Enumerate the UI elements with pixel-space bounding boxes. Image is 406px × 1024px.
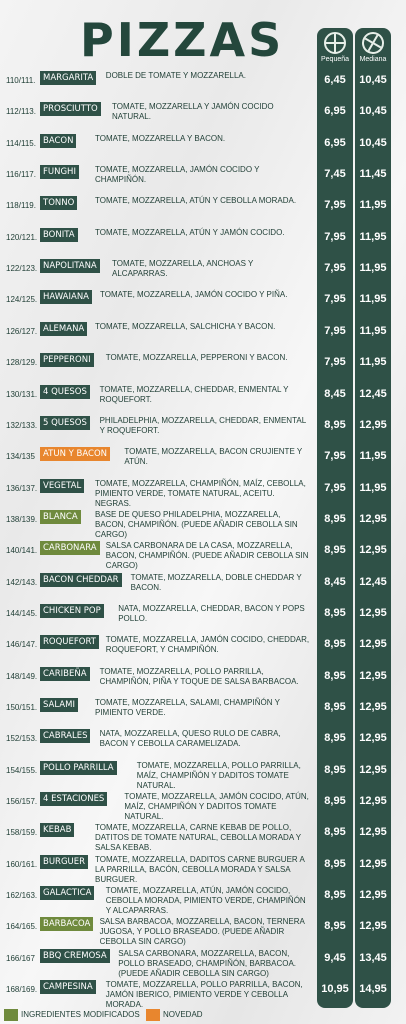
item-name: BLANCA — [40, 510, 81, 524]
menu-item — [0, 760, 406, 791]
item-description: TOMATE, MOZZARELLA, BACON CRUJIENTE Y ATÚN. — [124, 447, 303, 467]
medium-size-label: Mediana — [359, 56, 387, 63]
price-medium: 13,45 — [359, 951, 387, 964]
item-code: 138/139. — [6, 514, 38, 524]
item-name: ROQUEFORT — [40, 635, 99, 649]
menu-item — [0, 446, 406, 477]
price-medium: 11,95 — [359, 450, 387, 463]
item-code: 142/143. — [6, 577, 38, 587]
price-medium: 12,45 — [359, 387, 387, 400]
item-description: TOMATE, MOZZARELLA, JAMÓN COCIDO, CHEDDAR, ROQUEFORT, Y CHAMPIÑÓN. — [105, 635, 310, 655]
item-code: 168/169. — [6, 985, 38, 995]
price-small: 8,95 — [324, 732, 346, 745]
price-medium: 12,95 — [359, 638, 387, 651]
item-description: TOMATE, MOZZARELLA, POLLO PARRILLA, CHAMPIÑÓN, PIÑA Y TOQUE DE SALSA BARBACOA. — [99, 666, 299, 686]
price-small: 8,45 — [324, 387, 346, 400]
item-name: TONNO — [40, 196, 77, 210]
item-code: 120/121. — [6, 232, 38, 242]
item-code: 146/147. — [6, 640, 38, 650]
item-description: TOMATE, MOZZARELLA, ATÚN Y JAMÓN COCIDO. — [95, 227, 285, 237]
menu-item — [0, 258, 406, 289]
price-small: 6,95 — [324, 136, 346, 149]
item-code: 158/159. — [6, 828, 38, 838]
item-code: 148/149. — [6, 671, 38, 681]
item-description: TOMATE, MOZZARELLA, POLLO PARRILLA, BACON, JAMÓN IBERICO, PIMIENTO VERDE Y CEBOLLA MORADA. — [105, 980, 303, 1010]
price-medium: 12,95 — [359, 512, 387, 525]
price-medium: 12,95 — [359, 889, 387, 902]
item-description: TOMATE, MOZZARELLA, PEPPERONI Y BACON. — [105, 353, 288, 363]
item-name: 4 QUESOS — [40, 385, 90, 399]
item-code: 136/137. — [6, 483, 38, 493]
modified-swatch — [4, 1009, 18, 1021]
price-small: 7,95 — [324, 324, 346, 337]
item-name: NAPOLITANA — [40, 259, 100, 273]
menu-item — [0, 634, 406, 665]
item-code: 160/161. — [6, 859, 38, 869]
item-code: 124/125. — [6, 295, 38, 305]
item-description: DOBLE DE TOMATE Y MOZZARELLA. — [105, 71, 246, 80]
item-name: 5 QUESOS — [40, 416, 90, 430]
item-name: FUNGHI — [40, 165, 79, 179]
price-medium: 12,95 — [359, 857, 387, 870]
price-small: 7,95 — [324, 293, 346, 306]
price-medium: 11,95 — [359, 262, 387, 275]
item-description: NATA, MOZZARELLA, QUESO RULO DE CABRA, BACON Y CEBOLLA CARAMELIZADA. — [99, 729, 281, 749]
menu-item — [0, 979, 406, 1010]
menu-item — [0, 728, 406, 759]
item-name: VEGETAL — [40, 479, 84, 493]
item-name: CARIBEÑA — [40, 667, 90, 681]
price-medium: 10,45 — [359, 136, 387, 149]
medium-size-header — [353, 32, 393, 63]
price-small: 7,95 — [324, 356, 346, 369]
legend-modified — [4, 1008, 140, 1022]
price-medium: 12,95 — [359, 826, 387, 839]
item-name: BARBACOA — [40, 917, 93, 931]
item-code: 110/111. — [6, 76, 36, 85]
item-description: SALSA CARBONARA DE LA CASA, MOZZARELLA, BACON, CHAMPIÑÓN. (PUEDE AÑADIR CEBOLLA SIN CARGO) — [105, 541, 309, 571]
price-small: 7,45 — [324, 168, 346, 181]
legend-modified-label: INGREDIENTES MODIFICADOS — [21, 1010, 140, 1019]
price-small: 8,95 — [324, 669, 346, 682]
price-medium: 12,95 — [359, 795, 387, 808]
price-medium: 12,95 — [359, 701, 387, 713]
price-small: 8,95 — [324, 920, 346, 933]
price-small: 6,95 — [324, 105, 346, 118]
menu-item — [0, 885, 406, 916]
menu-item — [0, 70, 406, 101]
price-small: 10,95 — [321, 983, 349, 996]
menu-item — [0, 948, 406, 979]
price-small: 8,95 — [324, 544, 346, 557]
item-description: NATA, MOZZARELLA, CHEDDAR, BACON Y POPS POLLO. — [118, 603, 305, 623]
item-name: ATUN Y BACON — [40, 447, 110, 461]
item-code: 128/129. — [6, 358, 38, 368]
price-medium: 11,95 — [359, 293, 387, 306]
item-description: TOMATE, MOZZARELLA, ATÚN, JAMÓN COCIDO, CEBOLLA MORADA, PIMIENTO VERDE, CHAMPIÑÓN Y ALCAPARRAS. — [105, 886, 306, 916]
item-code: 164/165. — [6, 922, 38, 932]
item-name: BACON CHEDDAR — [40, 573, 122, 587]
item-name: PROSCIUTTO — [40, 102, 101, 116]
item-code: 144/145. — [6, 608, 38, 618]
price-medium: 12,95 — [359, 606, 387, 619]
pizza-small-icon — [324, 32, 346, 54]
price-medium: 11,95 — [359, 199, 387, 212]
item-name: BONITA — [40, 228, 78, 242]
item-code: 154/155. — [6, 765, 38, 775]
item-description: PHILADELPHIA, MOZZARELLA, CHEDDAR, ENMENTAL Y ROQUEFORT. — [99, 415, 306, 435]
item-description: TOMATE, MOZZARELLA Y BACON. — [95, 133, 226, 143]
item-description: TOMATE, MOZZARELLA, JAMÓN COCIDO Y CHAMPIÑÓN. — [95, 165, 260, 185]
menu-item — [0, 321, 406, 352]
price-medium: 11,95 — [359, 230, 387, 243]
price-small: 7,95 — [324, 230, 346, 243]
menu-item — [0, 289, 406, 320]
item-code: 122/123. — [6, 264, 38, 274]
menu-item — [0, 227, 406, 258]
price-small: 7,95 — [324, 481, 346, 494]
price-small: 6,45 — [324, 74, 346, 86]
price-small: 7,95 — [324, 199, 346, 212]
item-code: 152/153. — [6, 734, 38, 744]
item-code: 118/119. — [6, 201, 36, 211]
item-code: 130/131. — [6, 389, 38, 399]
price-small: 8,95 — [324, 889, 346, 902]
item-description: TOMATE, MOZZARELLA, CARNE KEBAB DE POLLO, DATITOS DE TOMATE NATURAL, CEBOLLA MORADA Y SALSA KEBAB. — [95, 823, 301, 853]
price-small: 7,95 — [324, 262, 346, 275]
small-size-label: Pequeña — [320, 56, 350, 63]
price-small: 8,95 — [324, 763, 346, 776]
menu-item — [0, 603, 406, 634]
item-description: BASE DE QUESO PHILADELPHIA, MOZZARELLA, BACON, CHAMPIÑÓN. (PUEDE AÑADIR CEBOLLA SIN CARGO) — [95, 509, 298, 539]
item-code: 156/157. — [6, 797, 38, 807]
item-description: TOMATE, MOZZARELLA, SALAMI, CHAMPIÑÓN Y PIMIENTO VERDE. — [95, 698, 280, 717]
page-title: PIZZAS — [80, 13, 285, 67]
item-description: TOMATE, MOZZARELLA, SALCHICHA Y BACON. — [95, 321, 276, 331]
item-name: CAMPESINA — [40, 980, 96, 994]
item-code: 140/141. — [6, 546, 38, 556]
item-name: SALAMI — [40, 698, 78, 712]
item-name: GALACTICA — [40, 886, 94, 900]
item-name: BBQ CREMOSA — [40, 949, 110, 963]
item-name: CABRALES — [40, 729, 90, 743]
pizza-medium-icon — [358, 28, 388, 58]
price-small: 8,95 — [324, 795, 346, 808]
item-code: 112/113. — [6, 107, 36, 117]
item-description: TOMATE, MOZZARELLA, ANCHOAS Y ALCAPARRAS. — [112, 259, 254, 279]
menu-item — [0, 509, 406, 540]
item-code: 150/151. — [6, 703, 38, 712]
price-medium: 12,95 — [359, 920, 387, 933]
item-description: TOMATE, MOZZARELLA Y JAMÓN COCIDO NATURAL. — [112, 102, 274, 122]
item-code: 114/115. — [6, 138, 36, 148]
menu-item — [0, 916, 406, 947]
new-swatch — [146, 1009, 160, 1021]
price-medium: 12,95 — [359, 669, 387, 682]
item-name: KEBAB — [40, 823, 74, 837]
menu-item — [0, 854, 406, 885]
price-medium: 10,45 — [359, 105, 387, 118]
price-small: 9,45 — [324, 951, 346, 964]
price-small: 7,95 — [324, 450, 346, 463]
menu-item — [0, 822, 406, 853]
item-name: BURGUER — [40, 855, 88, 869]
price-small: 8,95 — [324, 606, 346, 619]
item-name: MARGARITA — [40, 71, 96, 85]
legend-new — [146, 1008, 203, 1022]
menu-item — [0, 540, 406, 571]
price-medium: 11,95 — [359, 356, 387, 369]
item-description: SALSA BARBACOA, MOZZARELLA, BACON, TERNERA JUGOSA, Y POLLO BRASEADO. (PUEDE AÑADIR CEBOLLA SIN CARGO) — [99, 917, 305, 947]
item-code: 162/163. — [6, 891, 38, 901]
item-name: HAWAIANA — [40, 290, 92, 304]
price-medium: 12,95 — [359, 763, 387, 776]
price-small: 8,95 — [324, 638, 346, 651]
item-description: TOMATE, MOZZARELLA, CHEDDAR, ENMENTAL Y ROQUEFORT. — [99, 384, 289, 404]
menu-item — [0, 697, 406, 728]
price-medium: 12,95 — [359, 732, 387, 745]
price-small: 8,95 — [324, 857, 346, 870]
price-small: 8,95 — [324, 512, 346, 525]
legend-new-label: NOVEDAD — [163, 1010, 203, 1019]
price-small: 8,95 — [324, 701, 346, 713]
item-code: 132/133. — [6, 420, 38, 430]
price-medium: 11,95 — [359, 324, 387, 337]
price-medium: 12,95 — [359, 544, 387, 557]
item-name: PEPPERONI — [40, 353, 94, 367]
item-name: BACON — [40, 134, 76, 148]
menu-item — [0, 195, 406, 226]
price-medium: 12,95 — [359, 418, 387, 431]
item-description: TOMATE, MOZZARELLA, JAMÓN COCIDO, ATÚN, MAÍZ, CHAMPIÑÓN Y DADITOS TOMATE NATURAL. — [124, 792, 309, 822]
item-code: 134/135 — [6, 452, 35, 462]
price-small: 8,45 — [324, 575, 346, 588]
item-description: SALSA CARBONARA, MOZZARELLA, BACON, POLLO BRASEADO, CHAMPIÑÓN, BARBACOA. (PUEDE AÑADIR CEBOLLA SIN CARGO) — [118, 948, 297, 978]
item-description: TOMATE, MOZZARELLA, CHAMPIÑÓN, MAÍZ, CEBOLLA, PIMIENTO VERDE, TOMATE NATURAL, ACEITU. NEGRAS. — [95, 478, 306, 508]
menu-item — [0, 478, 406, 509]
menu-item — [0, 791, 406, 822]
price-medium: 11,95 — [359, 481, 387, 494]
price-small: 8,95 — [324, 418, 346, 431]
menu-item — [0, 101, 406, 132]
item-name: CHICKEN POP — [40, 604, 104, 618]
price-medium: 11,45 — [359, 168, 387, 181]
price-small: 8,95 — [324, 826, 346, 839]
item-name: ALEMANA — [40, 322, 87, 336]
menu-item — [0, 572, 406, 603]
item-name: POLLO PARRILLA — [40, 761, 117, 775]
menu-item — [0, 352, 406, 383]
item-name: CARBONARA — [40, 541, 100, 555]
price-medium: 10,45 — [359, 74, 387, 86]
price-medium: 14,95 — [359, 983, 387, 996]
menu-item — [0, 415, 406, 446]
item-description: TOMATE, MOZZARELLA, DADITOS CARNE BURGUER A LA PARRILLA, BACÓN, CEBOLLA MORADA Y SALSA BURGUER. — [95, 854, 305, 884]
price-medium: 12,45 — [359, 575, 387, 588]
item-description: TOMATE, MOZZARELLA, JAMÓN COCIDO Y PIÑA. — [100, 290, 288, 300]
item-code: 116/117. — [6, 170, 36, 180]
item-description: TOMATE, MOZZARELLA, POLLO PARRILLA, MAÍZ, CHAMPIÑÓN Y DADITOS TOMATE NATURAL. — [136, 760, 301, 790]
menu-item — [0, 164, 406, 195]
menu-item — [0, 666, 406, 697]
item-code: 166/167 — [6, 953, 35, 963]
menu-item — [0, 133, 406, 164]
item-code: 126/127. — [6, 326, 38, 336]
menu-item — [0, 384, 406, 415]
item-description: TOMATE, MOZZARELLA, DOBLE CHEDDAR Y BACON. — [130, 572, 302, 592]
item-name: 4 ESTACIONES — [40, 792, 107, 806]
item-description: TOMATE, MOZZARELLA, ATÚN Y CEBOLLA MORADA. — [95, 196, 297, 206]
small-size-header — [315, 32, 355, 63]
